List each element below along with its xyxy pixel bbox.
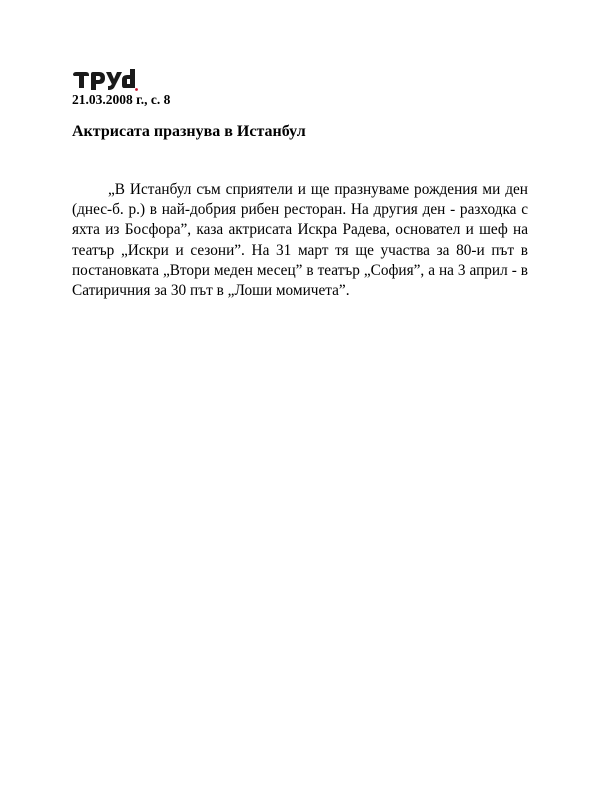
trud-logo [72, 66, 138, 92]
article-paragraph: „В Истанбул съм сприятели и ще празнуваме рождения ми ден (днес-б. р.) в най-добрия рибен ресторан. На другия ден - разходка с яхта из Босфора”, каза актрисата Искра Радева, основател и шеф на театър „Искри и сезони”. На 31 март тя ще участва за 80-и път в постановката „Втори меден месец” в театър „София”, а на 3 април - в Сатиричния за 30 път в „Лоши момичета”. [72, 181, 528, 300]
article-title: Актрисата празнува в Истанбул [72, 123, 306, 140]
trud-logo-mark [72, 66, 138, 92]
publication-date-page: 21.03.2008 г., с. 8 [72, 92, 171, 107]
article-body [72, 180, 528, 301]
